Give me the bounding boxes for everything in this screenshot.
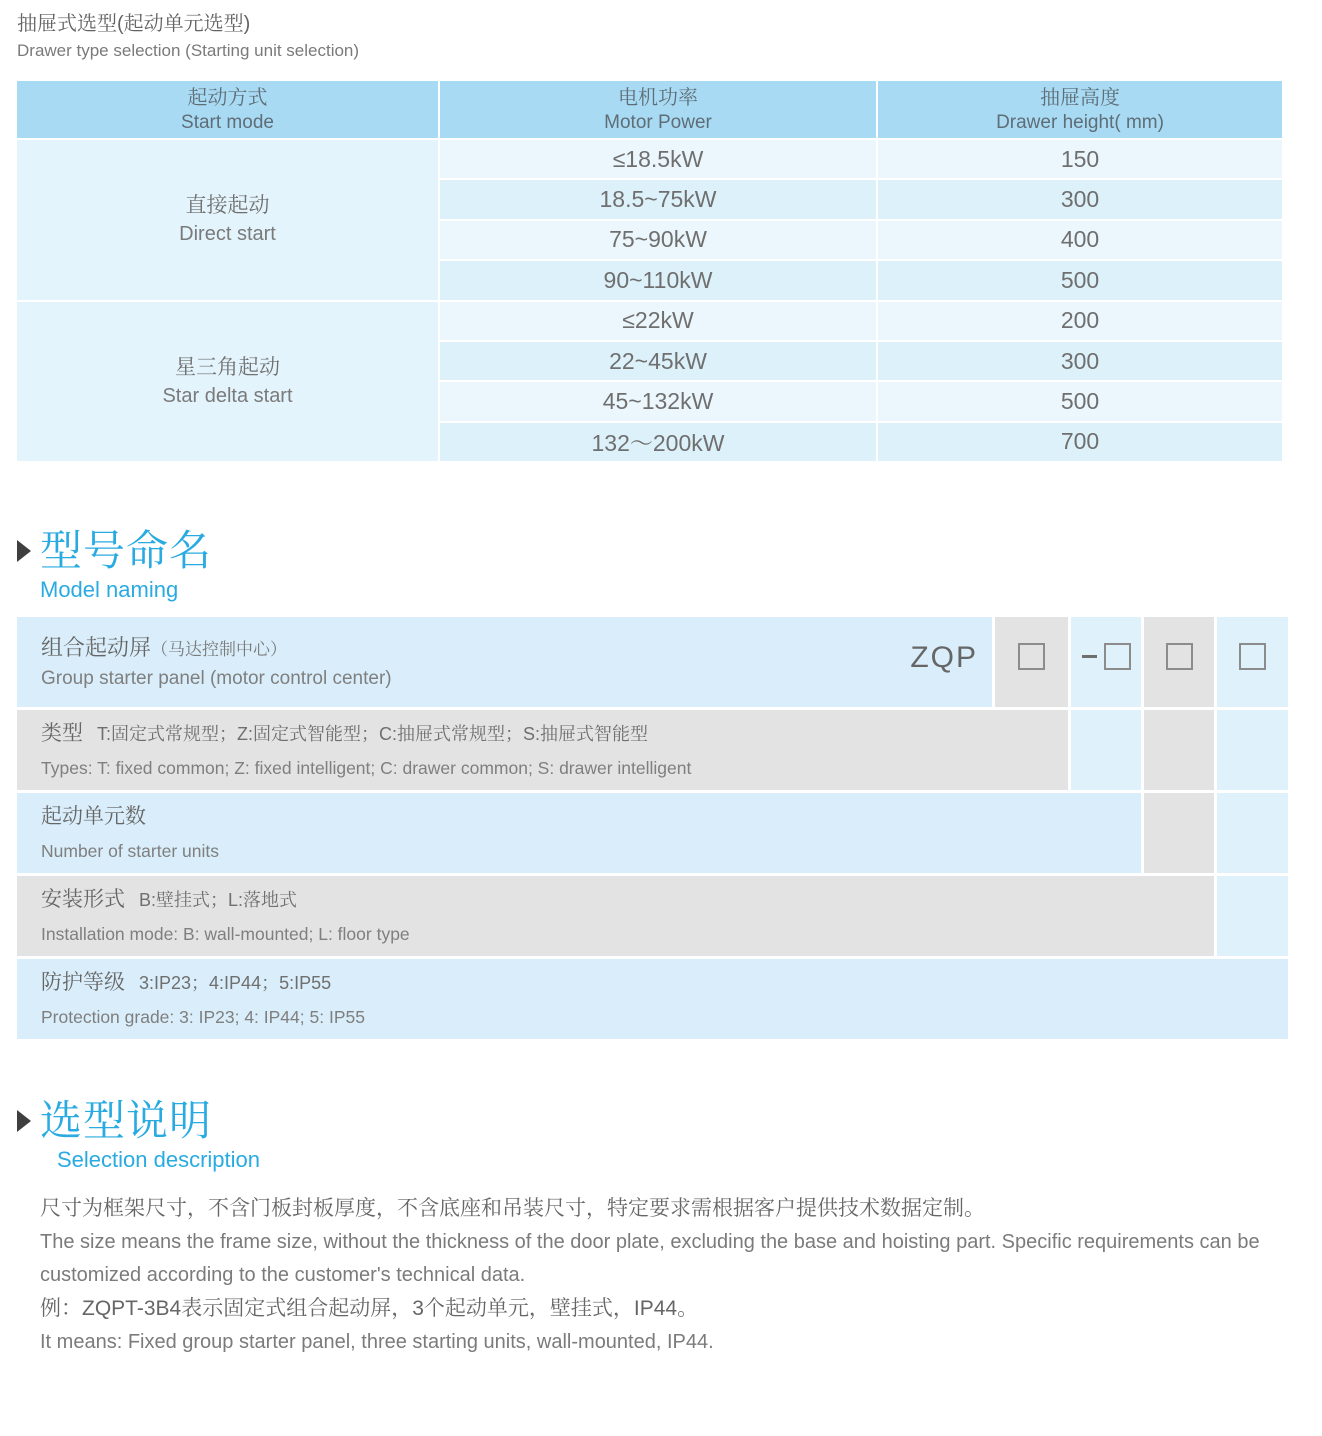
desc-paragraph-en-line1: The size means the frame size, without the thickness of the door plate, excluding the base and hoisting part. Specific requirements can be: [40, 1231, 1260, 1253]
band-text-zh: [41, 970, 1288, 998]
code-column-protection: [1217, 617, 1288, 707]
band-label-zh: 防护等级: [41, 970, 125, 994]
code-column-units: [1071, 710, 1141, 790]
band-text-en: Number of starter units: [41, 840, 219, 861]
selection-table: [17, 81, 1282, 461]
table-cell-power: ≤18.5kW: [440, 140, 876, 178]
band-detail-zh: B:壁挂式；L:落地式: [139, 889, 298, 910]
band-text-en: Protection grade: 3: IP23; 4: IP44; 5: IP55: [41, 1006, 365, 1027]
diagram-row-starter-units: [17, 793, 1288, 873]
mode-zh: 直接起动: [185, 194, 270, 218]
diagram-row-types: [17, 710, 1288, 790]
section-title-en: Model naming: [40, 577, 179, 602]
band-zh-main: 组合起动屏: [41, 634, 152, 660]
section-title-zh: 选型说明: [40, 1097, 213, 1144]
table-cell-power: 90~110kW: [440, 261, 876, 299]
header-zh: 抽屉高度: [1040, 86, 1120, 109]
band-zh-paren: （马达控制中心）: [151, 639, 288, 659]
code-column-units: [1071, 617, 1141, 707]
band-text-en: Installation mode: B: wall-mounted; L: floor type: [41, 923, 410, 944]
table-cell-height: 400: [878, 221, 1282, 259]
desc-example-en: It means: Fixed group starter panel, three starting units, wall-mounted, IP44.: [40, 1331, 714, 1353]
header-zh: 电机功率: [618, 86, 698, 109]
table-cell-power: ≤22kW: [440, 302, 876, 340]
placeholder-box-icon: [1166, 643, 1193, 670]
band-text-zh: [41, 887, 1214, 915]
placeholder-box-icon: [1104, 643, 1131, 670]
code-column-installation: [1144, 793, 1214, 873]
table-cell-height: 500: [878, 382, 1282, 420]
column-header-start-mode: [17, 81, 438, 138]
band-detail-zh: 3:IP23；4:IP44；5:IP55: [139, 972, 332, 993]
desc-paragraph-en-line2: customized according to the customer's technical data.: [40, 1264, 526, 1286]
diagram-row-group-starter-panel: [17, 617, 1288, 707]
mode-en: Direct start: [179, 223, 276, 246]
band-text-en: Types: T: fixed common; Z: fixed intelligent; C: drawer common; S: drawer intelligent: [41, 757, 692, 778]
section-heading-model-naming: [17, 527, 212, 605]
table-cell-height: 300: [878, 342, 1282, 380]
mode-zh: 星三角起动: [175, 355, 280, 379]
header-en: Drawer height( mm): [996, 111, 1164, 133]
column-header-drawer-height: [878, 81, 1282, 138]
header-zh: 起动方式: [187, 86, 268, 109]
band-label-zh: 类型: [41, 721, 83, 745]
table-cell-power: 22~45kW: [440, 342, 876, 380]
page-title-en: Drawer type selection (Starting unit selection): [17, 41, 360, 60]
table-cell-height: 300: [878, 180, 1282, 218]
mode-cell-direct-start: [17, 140, 438, 300]
table-cell-power: 45~132kW: [440, 382, 876, 420]
table-cell-height: 500: [878, 261, 1282, 299]
table-cell-power: 132～200kW: [440, 423, 876, 461]
desc-example-zh: 例：ZQPT-3B4表示固定式组合起动屏，3个起动单元，壁挂式，IP44。: [40, 1297, 699, 1320]
page-title-zh: 抽屉式选型(起动单元选型): [17, 13, 251, 35]
code-column-type: [995, 617, 1068, 707]
table-cell-height: 700: [878, 423, 1282, 461]
header-en: Start mode: [181, 111, 274, 133]
code-column-protection: [1217, 793, 1288, 873]
table-cell-height: 150: [878, 140, 1282, 178]
band-en-main: Group starter panel: [41, 667, 205, 689]
band-text-zh: [41, 721, 1068, 749]
diagram-band: [17, 876, 1214, 956]
selection-description-text: [40, 1192, 1290, 1359]
column-header-motor-power: [440, 81, 876, 138]
model-naming-diagram: [17, 617, 1288, 1042]
band-text-zh: [41, 804, 1141, 832]
diagram-row-installation-mode: [17, 876, 1288, 956]
table-cell-power: 75~90kW: [440, 221, 876, 259]
code-column-installation: [1144, 710, 1214, 790]
section-title-zh: 型号命名: [40, 527, 213, 574]
triangle-right-icon: [17, 540, 31, 562]
model-code-prefix: ZQP: [910, 641, 978, 674]
mode-cell-star-delta-start: [17, 302, 438, 462]
diagram-row-protection-grade: [17, 959, 1288, 1039]
diagram-band: [17, 959, 1288, 1039]
dash-icon: [1082, 655, 1097, 658]
mode-en: Star delta start: [162, 384, 293, 407]
table-cell-power: 18.5~75kW: [440, 180, 876, 218]
band-en-paren: (motor control center): [209, 667, 392, 689]
diagram-band: [17, 710, 1068, 790]
diagram-band: [17, 617, 992, 707]
code-column-installation: [1144, 617, 1214, 707]
header-en: Motor Power: [604, 111, 712, 133]
desc-paragraph-zh: 尺寸为框架尺寸，不含门板封板厚度，不含底座和吊装尺寸，特定要求需根据客户提供技术数据定制。: [40, 1197, 985, 1220]
section-title-en: Selection description: [57, 1147, 261, 1172]
band-label-zh: 起动单元数: [41, 804, 146, 828]
intro-block: [17, 10, 359, 64]
band-text-zh: [41, 633, 992, 665]
triangle-right-icon: [17, 1110, 31, 1132]
band-detail-zh: T:固定式常规型；Z:固定式智能型；C:抽屉式常规型；S:抽屉式智能型: [97, 723, 649, 744]
code-column-protection: [1217, 876, 1288, 956]
diagram-band: [17, 793, 1141, 873]
placeholder-box-icon: [1239, 643, 1266, 670]
band-label-zh: 安装形式: [41, 887, 125, 911]
table-cell-height: 200: [878, 302, 1282, 340]
placeholder-box-icon: [1018, 643, 1045, 670]
band-text-en: [41, 665, 992, 692]
section-heading-selection-description: [17, 1097, 260, 1175]
code-column-protection: [1217, 710, 1288, 790]
